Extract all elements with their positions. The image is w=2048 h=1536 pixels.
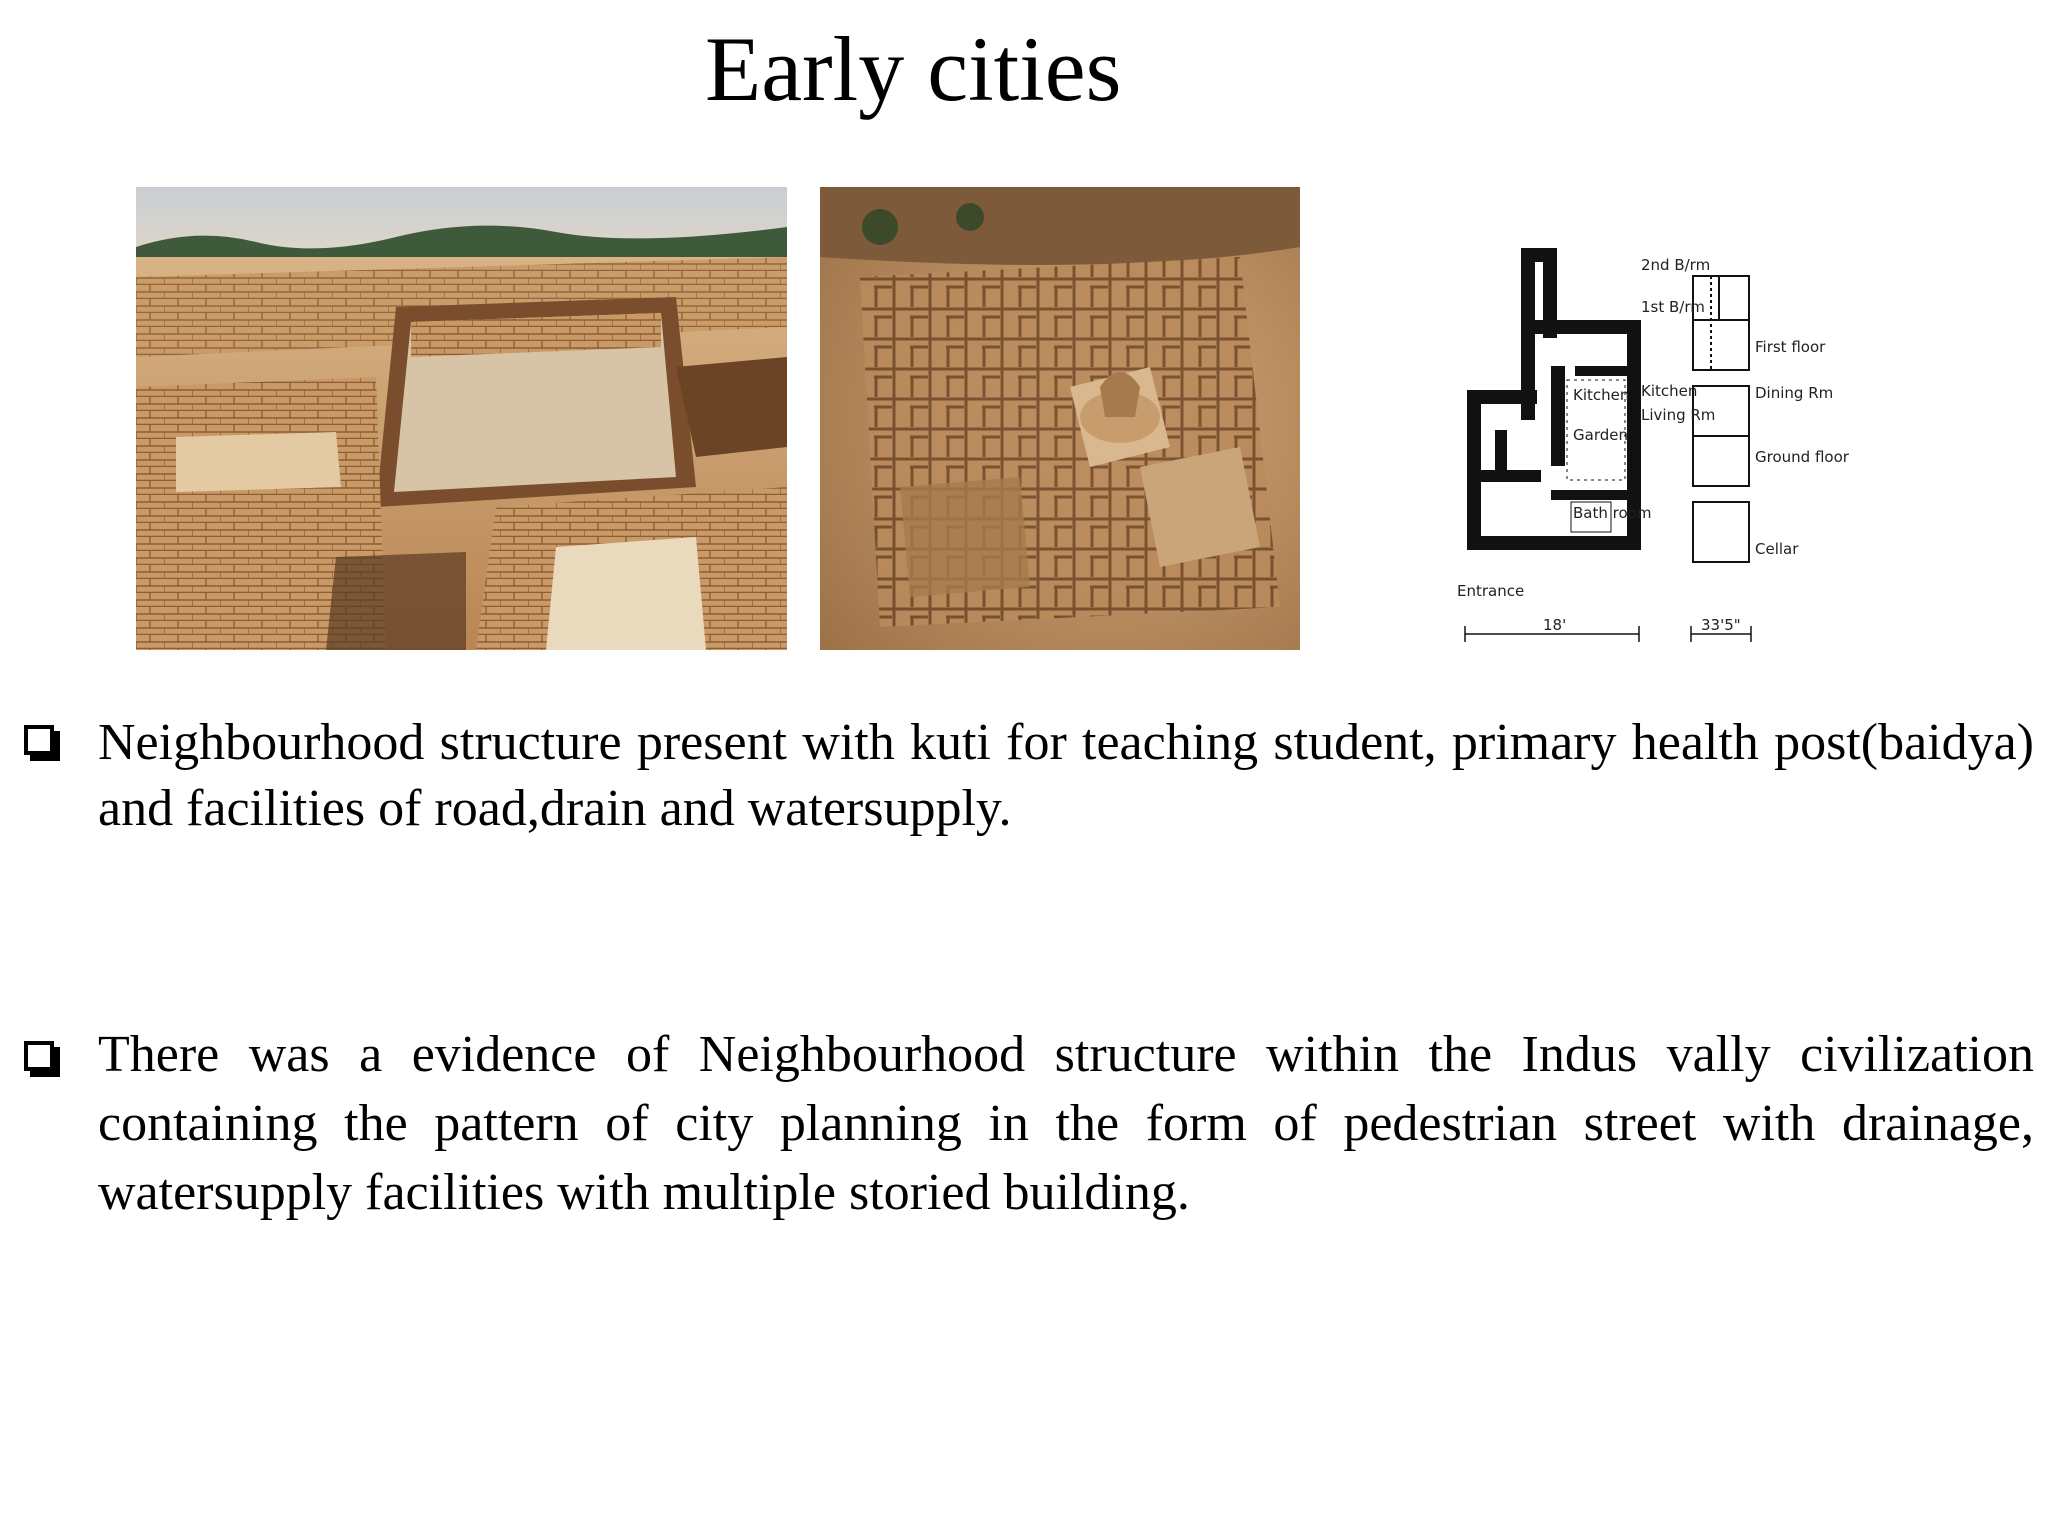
checkbox-bullet-icon — [24, 1041, 54, 1071]
plan-label-first-floor: First floor — [1755, 338, 1826, 356]
plan-label-living: Living Rm — [1641, 406, 1716, 424]
plan-label-kitchen-right: Kitchen — [1641, 382, 1698, 400]
ruins-photo-great-bath — [136, 187, 787, 650]
house-floor-plan-diagram — [1455, 240, 1875, 650]
plan-label-2nd-brm: 2nd B/rm — [1641, 256, 1711, 274]
bullet-text: There was a evidence of Neighbourhood structure within the Indus vally civilization containing the pattern of city planning in the form of pedestrian street with drainage, watersupply facilities with multiple storied building. — [98, 1026, 2034, 1221]
bullet-text: Neighbourhood structure present with kuti for teaching student, primary health post(baidya) and facilities of road,drain and watersupply. — [98, 714, 2034, 837]
ruins-photo-aerial — [820, 187, 1300, 650]
plan-label-ground-floor: Ground floor — [1755, 448, 1849, 466]
plan-dimension-left: 18' — [1543, 616, 1567, 634]
plan-label-kitchen: Kitchen — [1573, 386, 1630, 404]
plan-label-dining: Dining Rm — [1755, 384, 1834, 402]
plan-label-1st-brm: 1st B/rm — [1641, 298, 1705, 316]
plan-label-bath: Bath room — [1573, 504, 1652, 522]
checkbox-bullet-icon — [24, 725, 54, 755]
slide-title: Early cities — [705, 18, 1122, 120]
plan-dimension-right: 33'5" — [1701, 616, 1741, 634]
plan-label-entrance: Entrance — [1457, 582, 1525, 600]
plan-label-garden: Garden — [1573, 426, 1628, 444]
plan-label-cellar: Cellar — [1755, 540, 1799, 558]
